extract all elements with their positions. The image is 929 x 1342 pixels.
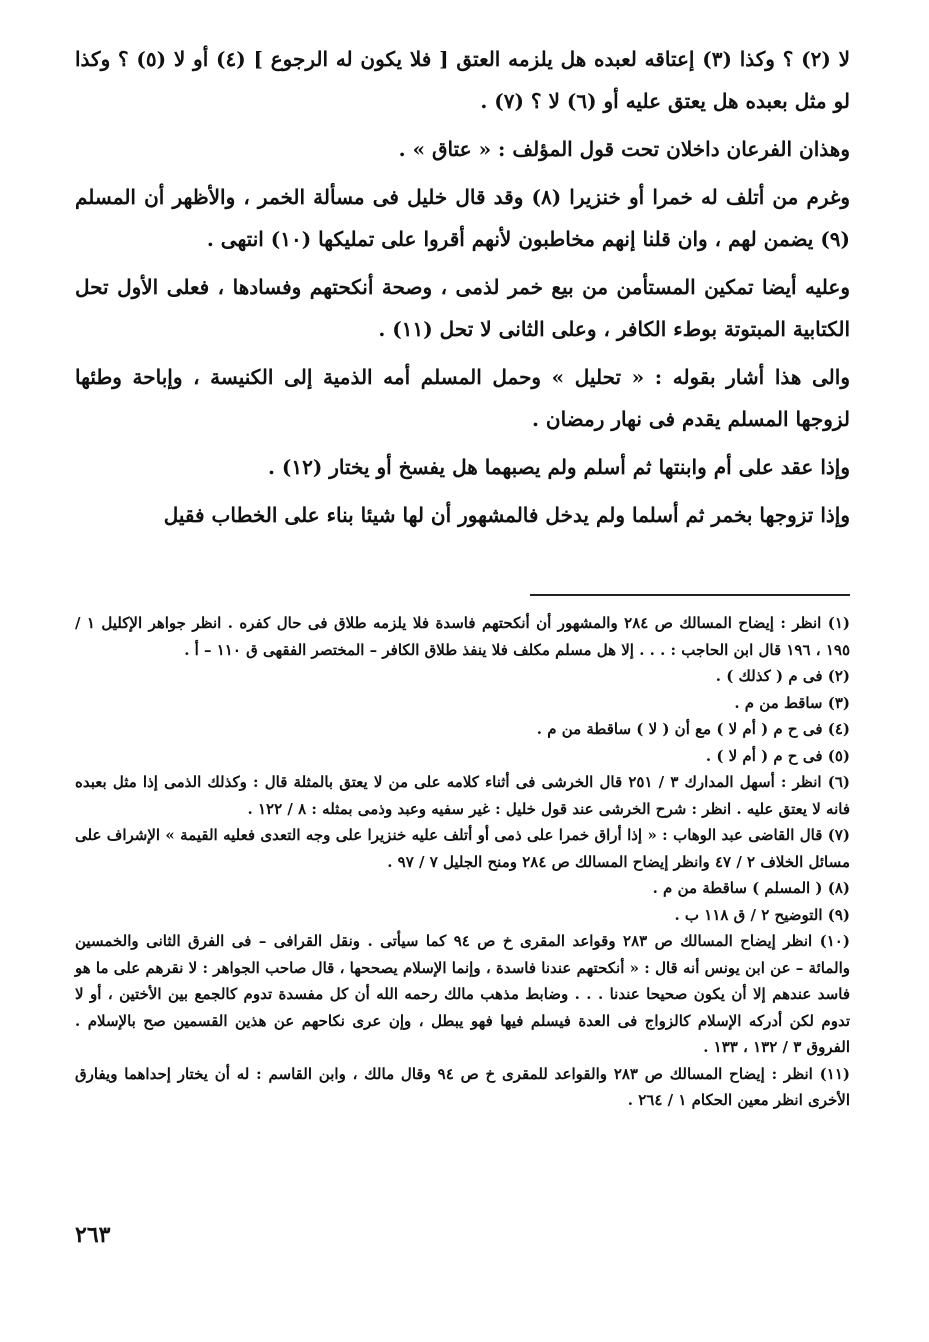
main-paragraph: وإذا عقد على أم وابنتها ثم أسلم ولم يصبهما هل يفسخ أو يختار (١٢) . bbox=[267, 455, 850, 479]
main-paragraph: وهذان الفرعان داخلان تحت قول المؤلف : « عتاق » . bbox=[398, 137, 850, 161]
footnote: (١) انظر : إيضاح المسالك ص ٢٨٤ والمشهور أن أنكحتهم فاسدة فلا يلزمه طلاق فى حال كفره . انظر جواهر الإكليل ١ / ١٩٥ ، ١٩٦ قال ابن الحاجب : . . . إلا هل مسلم مكلف فلا ينفذ طلاق الكافر – المختصر الفقهى ق ١١٠ – أ . bbox=[75, 614, 851, 659]
main-paragraph: والى هذا أشار بقوله : « تحليل » وحمل المسلم أمه الذمية إلى الكنيسة ، وإباحة وطئها لزوجها المسلم يقدم فى نهار رمضان . bbox=[75, 365, 850, 431]
footnote-divider bbox=[530, 594, 850, 596]
main-paragraph: وإذا تزوجها بخمر ثم أسلما ولم يدخل فالمشهور أن لها شيئا بناء على الخطاب فقيل bbox=[163, 503, 850, 527]
footnote: (١٠) انظر إيضاح المسالك ص ٢٨٣ وقواعد المقرى خ ص ٩٤ كما سيأتى . ونقل القرافى – فى الفرق الثانى والخمسين والمائة – عن ابن يونس أنه قال : « أنكحتهم عندنا فاسدة ، وإنما الإسلام يصححها ، قال صاحب الجواهر : لا نقرهم على ما هو فاسد عندهم إلا أن يكون صحيحا عندنا . . . وضابط مذهب مالك رحمه الله أن كل مفسدة تدوم كالجمع بين الأختين ، أو لا تدوم لكن أدركه الإسلام كالزواج فى العدة فيسلم فيها فهو يبطل ، وإن عرى نكاحهم عن هذين القسمين صح بالإسلام . الفروق ٣ / ١٣٢ ، ١٣٣ . bbox=[75, 932, 850, 1056]
page-number: ٢٦٣ bbox=[75, 1222, 111, 1248]
main-text-block bbox=[75, 38, 850, 542]
footnote: (٦) انظر : أسهل المدارك ٣ / ٢٥١ قال الخرشى فى أثناء كلامه على من لا يعتق بالمثلة قال : وكذلك الذمى إذا مثل بعبده فانه لا يعتق عليه . انظر : شرح الخرشى عند قول خليل : غير سفيه وعبد وذمى بمثله : ٨ / ١٢٢ . bbox=[75, 773, 850, 818]
footnote: (٤) فى ح م ( أم لا ) مع أن ( لا ) ساقطة من م . bbox=[536, 720, 850, 738]
footnote: (٨) ( المسلم ) ساقطة من م . bbox=[652, 879, 850, 897]
footnote: (٢) فى م ( كذلك ) . bbox=[715, 667, 850, 685]
main-paragraph: لا (٢) ؟ وكذا (٣) إعتاقه لعبده هل يلزمه العتق [ فلا يكون له الرجوع ] (٤) أو لا (٥) ؟ وكذا لو مثل بعبده هل يعتق عليه أو (٦) لا ؟ (٧) . bbox=[75, 47, 850, 113]
footnote: (٧) قال القاضى عبد الوهاب : « إذا أراق خمرا على ذمى أو أتلف عليه خنزيرا على وجه التعدى فعليه القيمة » الإشراف على مسائل الخلاف ٢ / ٤٧ وانظر إيضاح المسالك ص ٢٨٤ ومنح الجليل ٧ / ٩٧ . bbox=[75, 826, 850, 871]
footnote: (٩) التوضيح ٢ / ق ١١٨ ب . bbox=[674, 905, 850, 924]
footnote: (٥) فى ح م ( أم لا ) . bbox=[705, 746, 850, 765]
footnote: (٣) ساقط من م . bbox=[734, 693, 850, 712]
main-paragraph: وعليه أيضا تمكين المستأمن من بيع خمر لذمى ، وصحة أنكحتهم وفسادها ، فعلى الأول تحل الكتابية المبتوتة بوطء الكافر ، وعلى الثانى لا تحل (١١) . bbox=[75, 275, 850, 341]
footnote: (١١) انظر : إيضاح المسالك ص ٢٨٣ والقواعد للمقرى خ ص ٩٤ وقال مالك ، وابن القاسم : له أن يختار إحداهما ويفارق الأخرى انظر معين الحكام ١ / ٢٦٤ . bbox=[75, 1064, 851, 1109]
footnotes-block bbox=[75, 610, 850, 1114]
main-paragraph: وغرم من أتلف له خمرا أو خنزيرا (٨) وقد قال خليل فى مسألة الخمر ، والأظهر أن المسلم (٩) يضمن لهم ، وان قلنا إنهم مخاطبون لأنهم أقروا على تمليكها (١٠) انتهى . bbox=[75, 185, 851, 251]
